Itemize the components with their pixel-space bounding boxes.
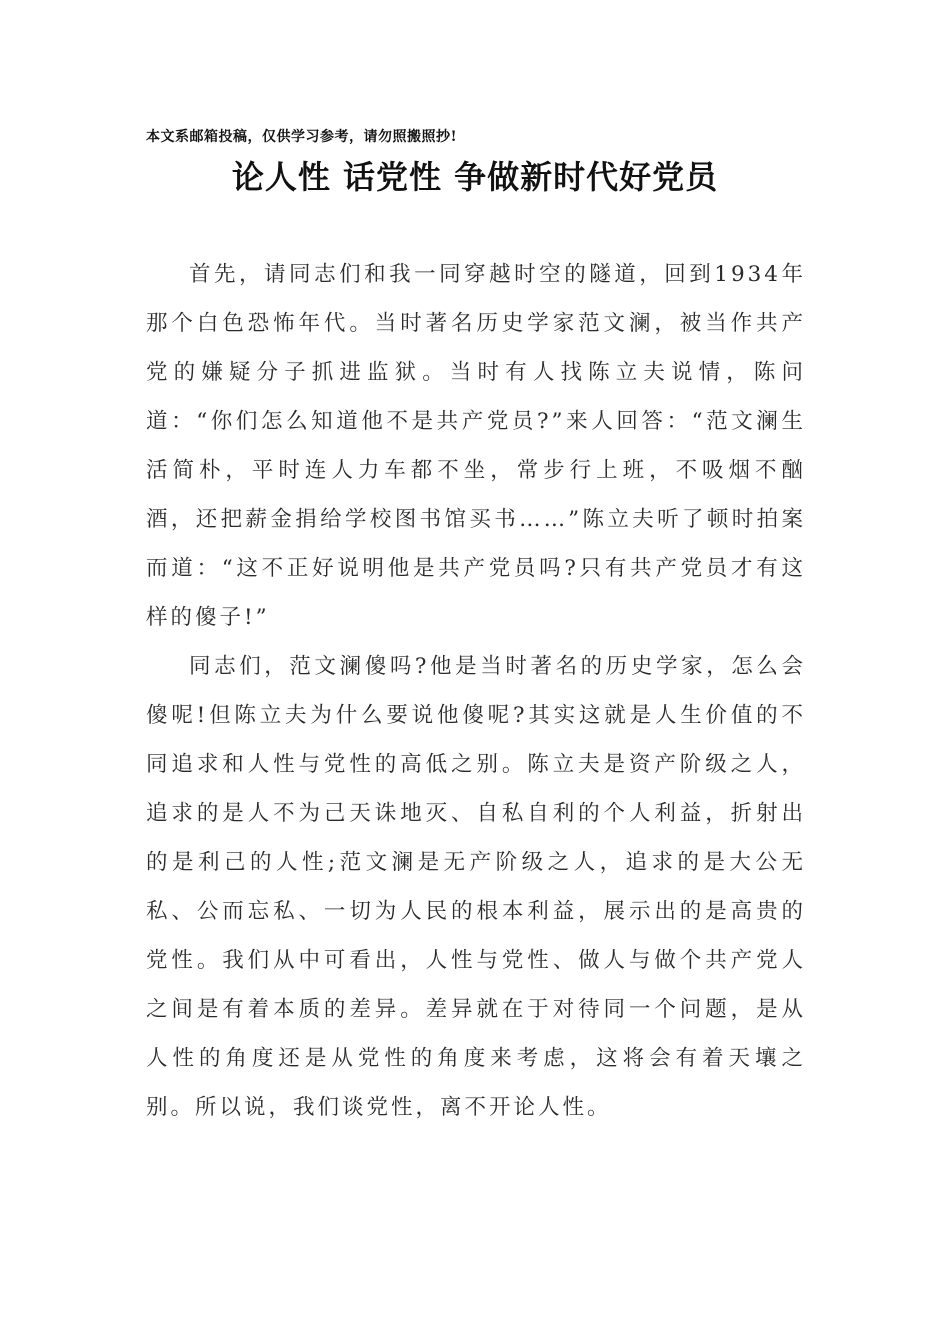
- body-paragraph: 首先，请同志们和我一同穿越时空的隧道，回到1934年那个白色恐怖年代。当时著名历史学家范文澜，被当作共产党的嫌疑分子抓进监狱。当时有人找陈立夫说情，陈问道：“你们怎么知道他不是共产党员?”来人回答：“范文澜生活简朴，平时连人力车都不坐，常步行上班，不吸烟不酗酒，还把薪金捐给学校图书馆买书……”陈立夫听了顿时拍案而道：“这不正好说明他是共产党员吗?只有共产党员才有这样的傻子!”: [146, 262, 806, 630]
- body-paragraph: 同志们，范文澜傻吗?他是当时著名的历史学家，怎么会傻呢!但陈立夫为什么要说他傻呢?其实这就是人生价值的不同追求和人性与党性的高低之别。陈立夫是资产阶级之人，追求的是人不为己天诛地灭、自私自利的个人利益，折射出的是利己的人性;范文澜是无产阶级之人，追求的是大公无私、公而忘私、一切为人民的根本利益，展示出的是高贵的党性。我们从中可看出，人性与党性、做人与做个共产党人之间是有着本质的差异。差异就在于对待同一个问题，是从人性的角度还是从党性的角度来考虑，这将会有着天壤之别。所以说，我们谈党性，离不开论人性。: [146, 654, 806, 1120]
- submission-notice: 本文系邮箱投稿，仅供学习参考，请勿照搬照抄!: [146, 129, 458, 145]
- document-body: [146, 250, 806, 1132]
- document-title: 论人性 话党性 争做新时代好党员: [231, 158, 719, 196]
